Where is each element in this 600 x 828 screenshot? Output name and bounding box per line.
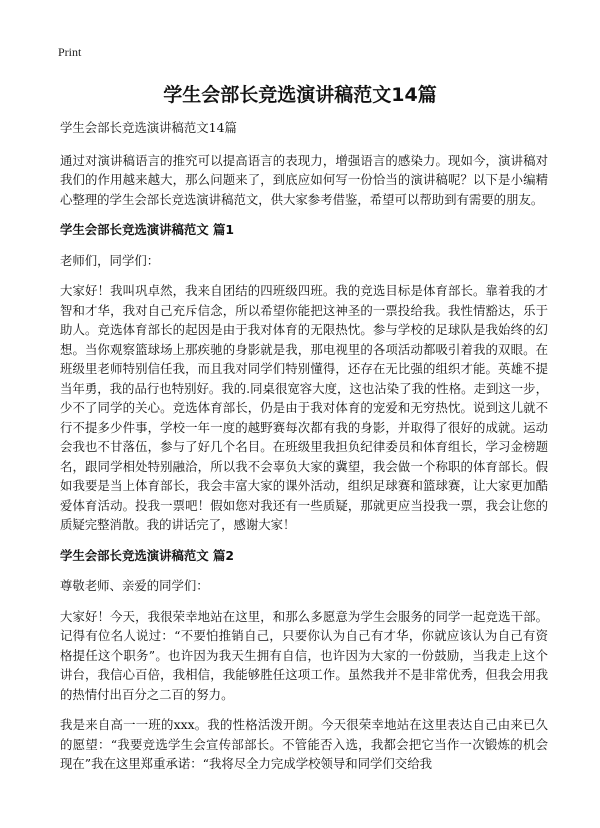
article-subtitle: 学生会部长竞选演讲稿范文14篇 [60, 120, 237, 135]
article-body [60, 118, 548, 785]
section-2-paragraph-1: 大家好！今天，我很荣幸地站在这里，和那么多愿意为学生会服务的同学一起竞选干部。记得有位名人说过：“不要怕推销自己，只要你认为自己有才华，你就应该认为自己有资格提任这个职务”。也许因为我天生拥有自信，也许因为大家的一份鼓励，当我走上这个讲台，我信心百倍，我相信，我能够胜任这项工作。虽然我并不是非常优秀，但我会用我的热情付出百分之二百的努力。 [60, 608, 548, 702]
section-greeting-2: 尊敬老师、亲爱的同学们： [60, 578, 209, 593]
section-1-paragraph-1: 大家好！我叫巩卓然，我来自团结的四班级四班。我的竞选目标是体育部长。靠着我的才智和才华，我对自己充斥信念，所以希望你能把这神圣的一票投给我。我性情豁达，乐于助人。竞选体育部长的起因是由于我对体育的无限热忱。参与学校的足球队是我始终的幻想。当你观察篮球场上那疾驰的身影就是我，那电视里的各项活动都吸引着我的双眼。在班级里老师特别信任我，而且我对同学们特别懂得，还存在无比强的组织才能。英雄不提当年勇，我的品行也特别好。我的.同桌很宽容大度，这也沾染了我的性格。走到这一步，少不了同学的关心。竞选体育部长，仍是由于我对体育的宠爱和无穷热忱。说到这儿就不行不提多少件事，学校一年一度的越野赛每次都有我的身影，并取得了很好的成就。运动会我也不甘落伍，参与了好几个名目。在班级里我担负纪律委员和体育组长，学习金榜题名，跟同学相处特别融洽，所以我不会辜负大家的冀望，我会做一个称职的体育部长。假如我要是当上体育部长，我会丰富大家的课外活动，组织足球赛和篮球赛，让大家更加酷爱体育活动。投我一票吧！假如您对我还有一些质疑，那就更应当投我一票，我会让您的质疑完整消散。我的讲话完了，感谢大家！ [60, 283, 548, 532]
print-link[interactable]: Print [58, 45, 82, 59]
page-title: 学生会部长竞选演讲稿范文14篇 [163, 84, 437, 106]
section-heading-1: 学生会部长竞选演讲稿范文 篇1 [60, 222, 235, 237]
section-greeting-1: 老师们，同学们： [60, 252, 160, 268]
intro-paragraph: 通过对演讲稿语言的推究可以提高语言的表现力，增强语言的感染力。现如今，演讲稿对我们的作用越来越大，那么问题来了，到底应如何写一份恰当的演讲稿呢？以下是小编精心整理的学生会部长竞选演讲稿范文，供大家参考借鉴，希望可以帮助到有需要的朋友。 [60, 152, 548, 207]
section-2-paragraph-2: 我是来自高一一班的xxx。我的性格活泼开朗。今天很荣幸地站在这里表达自己由来已久的愿望：“我要竞选学生会宣传部部长。不管能否入选，我都会把它当作一次锻炼的机会现在”我在这里郑重承诺：“我将尽全力完成学校领导和同学们交给我 [60, 717, 548, 771]
section-heading-2: 学生会部长竞选演讲稿范文 篇2 [60, 547, 235, 563]
